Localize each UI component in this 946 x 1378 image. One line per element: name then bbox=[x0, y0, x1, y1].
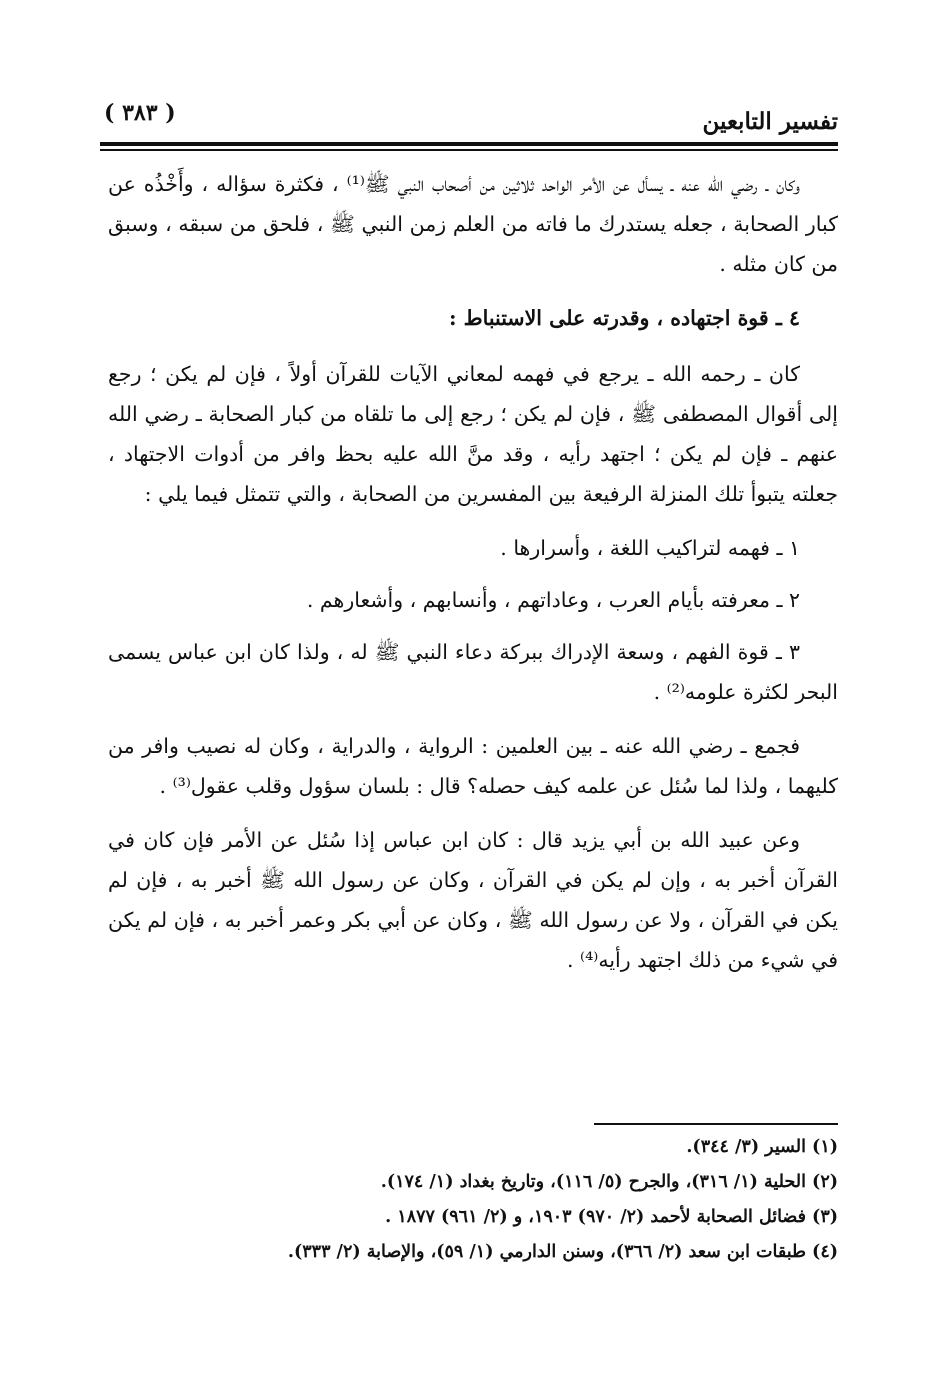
footnote-2: (٢) الحلية (١/ ٣١٦)، والجرح (٥/ ١١٦)، وتاريخ بغداد (١/ ١٧٤). bbox=[380, 1172, 838, 1192]
section-heading-ijtihad: ٤ ـ قوة اجتهاده ، وقدرته على الاستنباط : bbox=[448, 306, 800, 330]
paragraph-two-sciences: فجمع ـ رضي الله عنه ـ بين العلمين : الرواية ، والدراية ، وكان له نصيب وافر من كليهما ، ولذا لما سُئل عن علمه كيف حصله؟ قال : بلسان سؤول وقلب عقول⁽³⁾ . bbox=[108, 734, 838, 798]
paragraph-ubaidullah-report: وعن عبيد الله بن أبي يزيد قال : كان ابن عباس إذا سُئل عن الأمر فإن كان في القرآن أخبر به ، وإن لم يكن في القرآن ، وكان عن رسول الله ﷺ أخبر به ، فإن لم يكن في القرآن ، ولا عن رسول الله ﷺ ، وكان عن أبي بكر وعمر أخبر به ، فإن لم يكن في شيء من ذلك اجتهد رأيه⁽⁴⁾ . bbox=[108, 828, 838, 972]
paragraph-method-of-interpretation: كان ـ رحمه الله ـ يرجع في فهمه لمعاني الآيات للقرآن أولاً ، فإن لم يكن ؛ رجع إلى أقوال المصطفى ﷺ ، فإن لم يكن ؛ رجع إلى ما تلقاه من كبار الصحابة ـ رضي الله عنهم ـ فإن لم يكن ؛ اجتهد رأيه ، وقد منَّ الله عليه بحظ وافر من أدوات الاجتهاد ، جعلته يتبوأ تلك المنزلة الرفيعة بين المفسرين من الصحابة ، والتي تتمثل فيما يلي : bbox=[108, 362, 838, 506]
header-rule-thin bbox=[100, 149, 838, 151]
header-rule-thick bbox=[100, 142, 838, 146]
footnotes bbox=[108, 1130, 838, 1270]
list-item-language: ١ ـ فهمه لتراكيب اللغة ، وأسرارها . bbox=[500, 536, 800, 560]
paragraph-questioning-companions: وكان ـ رضي الله عنه ـ يسأل عن الأمر الواحد ثلاثين من أصحاب النبي ﷺ⁽¹⁾ ، فكثرة سؤاله ، وأَخْذُه عن كبار الصحابة ، جعله يستدرك ما فاته من العلم زمن النبي ﷺ ، فلحق من سبقه ، وسبق من كان مثله . bbox=[108, 172, 838, 276]
main-text bbox=[108, 164, 838, 994]
running-header-title: تفسير التابعين bbox=[702, 108, 838, 135]
page-number: ( ٣٨٣ ) bbox=[104, 100, 176, 126]
footnote-separator bbox=[594, 1123, 838, 1125]
footnote-1: (١) السير (٣/ ٣٤٤). bbox=[686, 1137, 838, 1157]
list-item-arab-knowledge: ٢ ـ معرفته بأيام العرب ، وعاداتهم ، وأنسابهم ، وأشعارهم . bbox=[306, 588, 800, 612]
footnote-4: (٤) طبقات ابن سعد (٢/ ٣٦٦)، وسنن الدارمي (١/ ٥٩)، والإصابة (٢/ ٣٣٣). bbox=[287, 1242, 838, 1262]
list-item-understanding: ٣ ـ قوة الفهم ، وسعة الإدراك ببركة دعاء النبي ﷺ له ، ولذا كان ابن عباس يسمى البحر لكثرة علومه⁽²⁾ . bbox=[108, 640, 838, 704]
footnote-3: (٣) فضائل الصحابة لأحمد (٢/ ٩٧٠) ١٩٠٣، و (٢/ ٩٦١) ١٨٧٧ . bbox=[385, 1207, 838, 1227]
